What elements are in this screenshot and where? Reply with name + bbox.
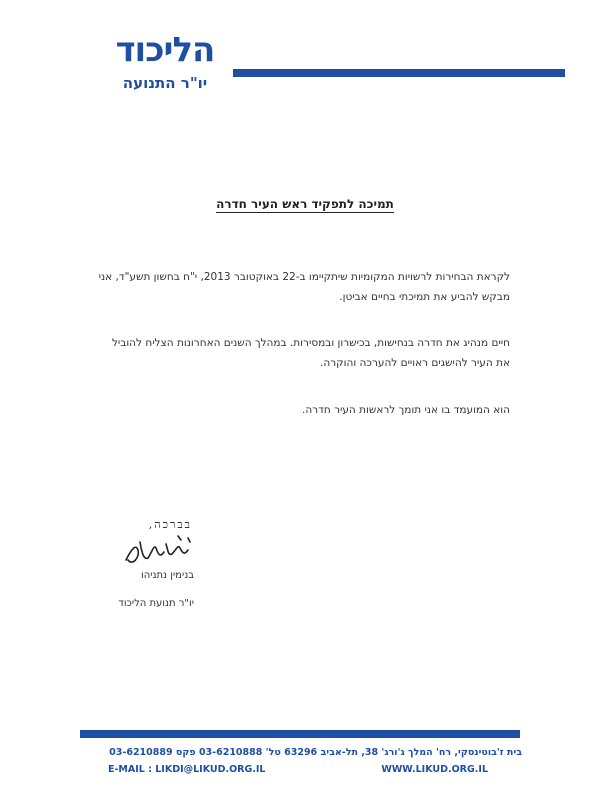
signer-role: יו"ר תנועת הליכוד bbox=[118, 598, 194, 609]
paragraph-3: הוא המועמד בו אני תומך לראשות העיר חדרה. bbox=[302, 404, 510, 416]
letter-title bbox=[150, 197, 460, 211]
footer-address: בית ז'בוטינסקי, רח' המלך ג'ורג' 38, תל-אביב 63296 טל' 03-6210888 פקס 03-6210889 bbox=[109, 747, 522, 758]
closing-text: בברכה, bbox=[148, 518, 192, 531]
handwritten-signature bbox=[118, 530, 198, 570]
footer-rule bbox=[80, 730, 520, 738]
footer-website[interactable]: WWW.LIKUD.ORG.IL bbox=[381, 764, 488, 775]
footer-contacts bbox=[108, 764, 488, 775]
logo-wordmark: הליכוד bbox=[115, 30, 215, 70]
paragraph-1: לקראת הבחירות לרשויות המקומיות שיתקיימו ב-22 באוקטובר 2013, י"ח בחשון תשע"ד, אני מבקש להביע את תמיכתי בחיים אביטן. bbox=[98, 271, 510, 303]
signer-name: בנימין נתניהו bbox=[140, 570, 194, 581]
logo-subtitle: יו"ר התנועה bbox=[122, 74, 208, 92]
header-rule bbox=[233, 69, 565, 77]
letter-title-text: תמיכה לתפקיד ראש העיר חדרה bbox=[216, 197, 394, 211]
footer-email[interactable]: E-MAIL : LIKDI@LIKUD.ORG.IL bbox=[108, 764, 266, 775]
likud-logo bbox=[100, 32, 230, 92]
paragraph-2: חיים מנהיג את חדרה בנחישות, בכישרון ובמסירות. במהלך השנים האחרונות הצליח להוביל את העיר להישגים ראויים להערכה והוקרה. bbox=[111, 337, 510, 369]
